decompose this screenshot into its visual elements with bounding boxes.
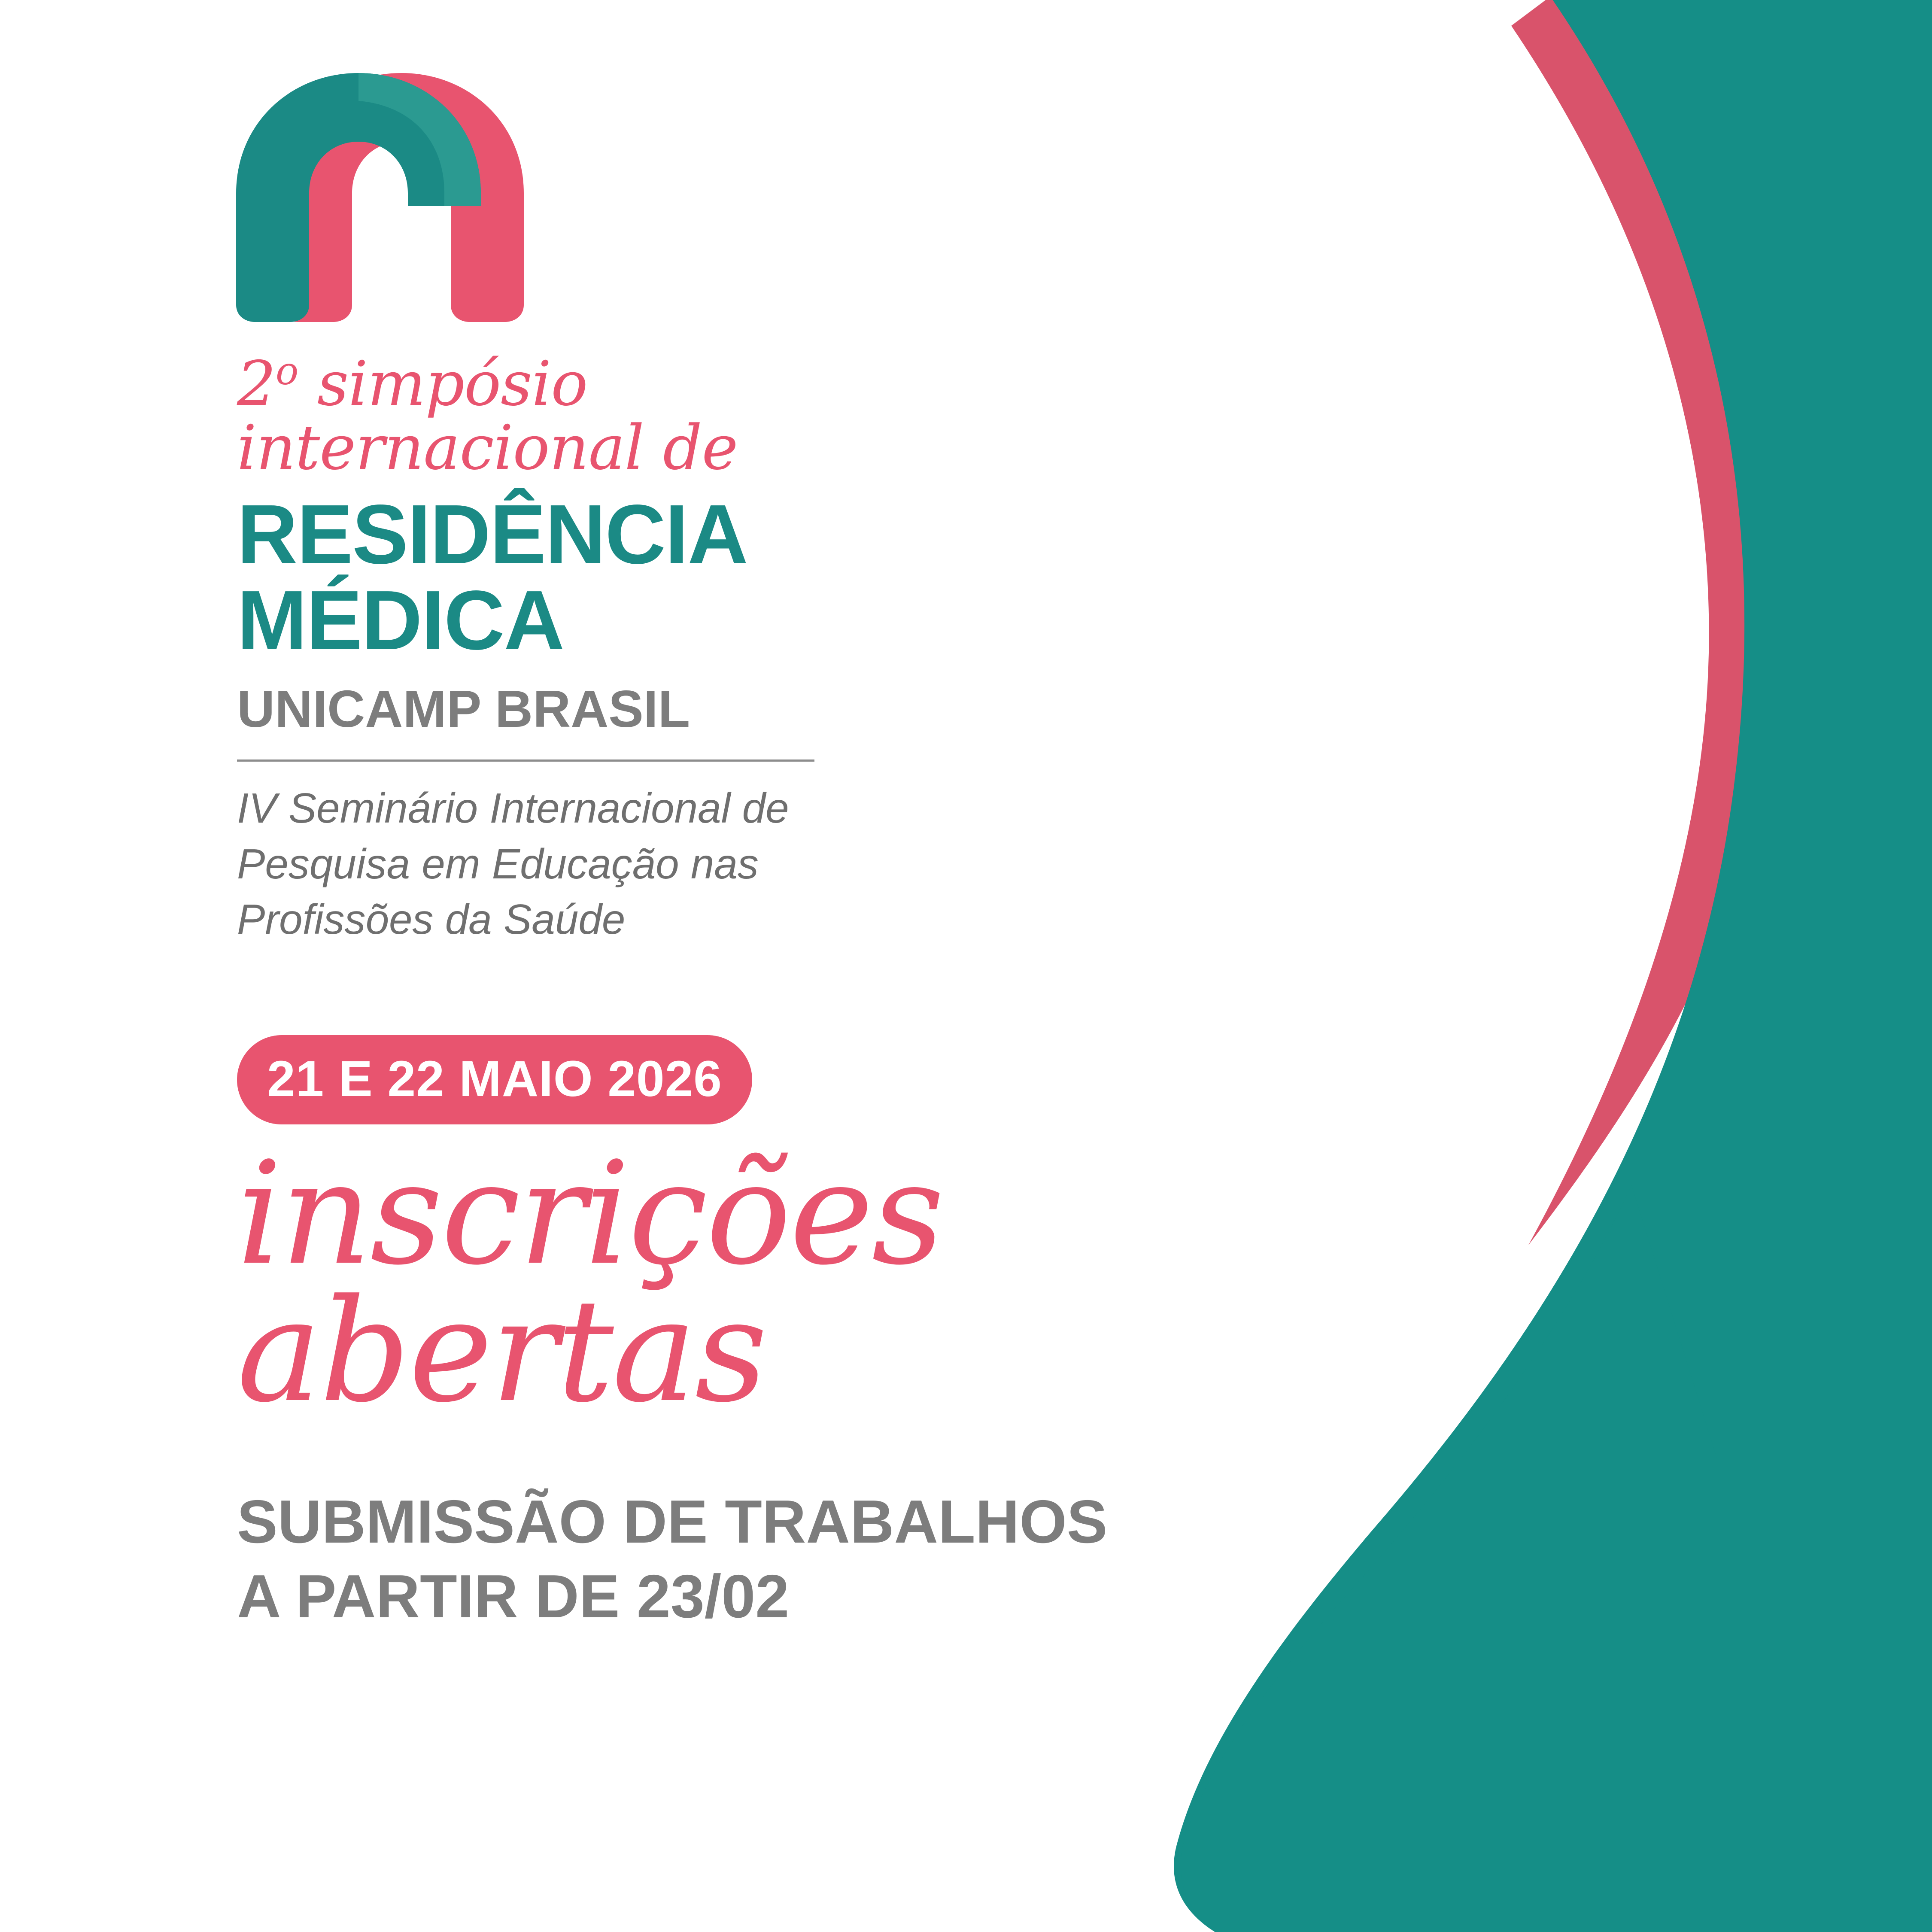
seminar-subtitle: IV Seminário Internacional de Pesquisa em Educação nas Profissões da Saúde: [237, 784, 789, 943]
edition-number: 2: [237, 348, 276, 419]
teal-droplet-shape: [1174, 0, 1932, 1932]
headline: [237, 1131, 1267, 1434]
headline-line-1: inscrições: [237, 1131, 943, 1297]
event-edition: [237, 348, 1267, 483]
submission-note-line-1: SUBMISSÃO DE TRABALHOS: [237, 1487, 1108, 1556]
event-name: [237, 487, 1267, 668]
submission-note-line-2: A PARTIR DE 23/02: [237, 1562, 790, 1631]
poster-content: [237, 348, 1267, 1634]
submission-note: [237, 1485, 1267, 1634]
headline-line-2: abertas: [237, 1269, 766, 1434]
event-edition-line-2: internacional de: [237, 411, 738, 483]
logo-mark: [230, 64, 582, 322]
edition-ordinal-sup: o: [275, 349, 298, 393]
event-name-line-1: RESIDÊNCIA: [237, 487, 747, 582]
section-divider: [237, 759, 814, 762]
date-badge: 21 E 22 MAIO 2026: [237, 1035, 752, 1124]
edition-word: simpósio: [298, 348, 588, 419]
pink-crescent-shape: [1511, 0, 1791, 1245]
event-edition-line-1: [237, 348, 1267, 419]
event-name-line-2: MÉDICA: [237, 573, 564, 668]
event-institution: UNICAMP BRASIL: [237, 680, 690, 738]
